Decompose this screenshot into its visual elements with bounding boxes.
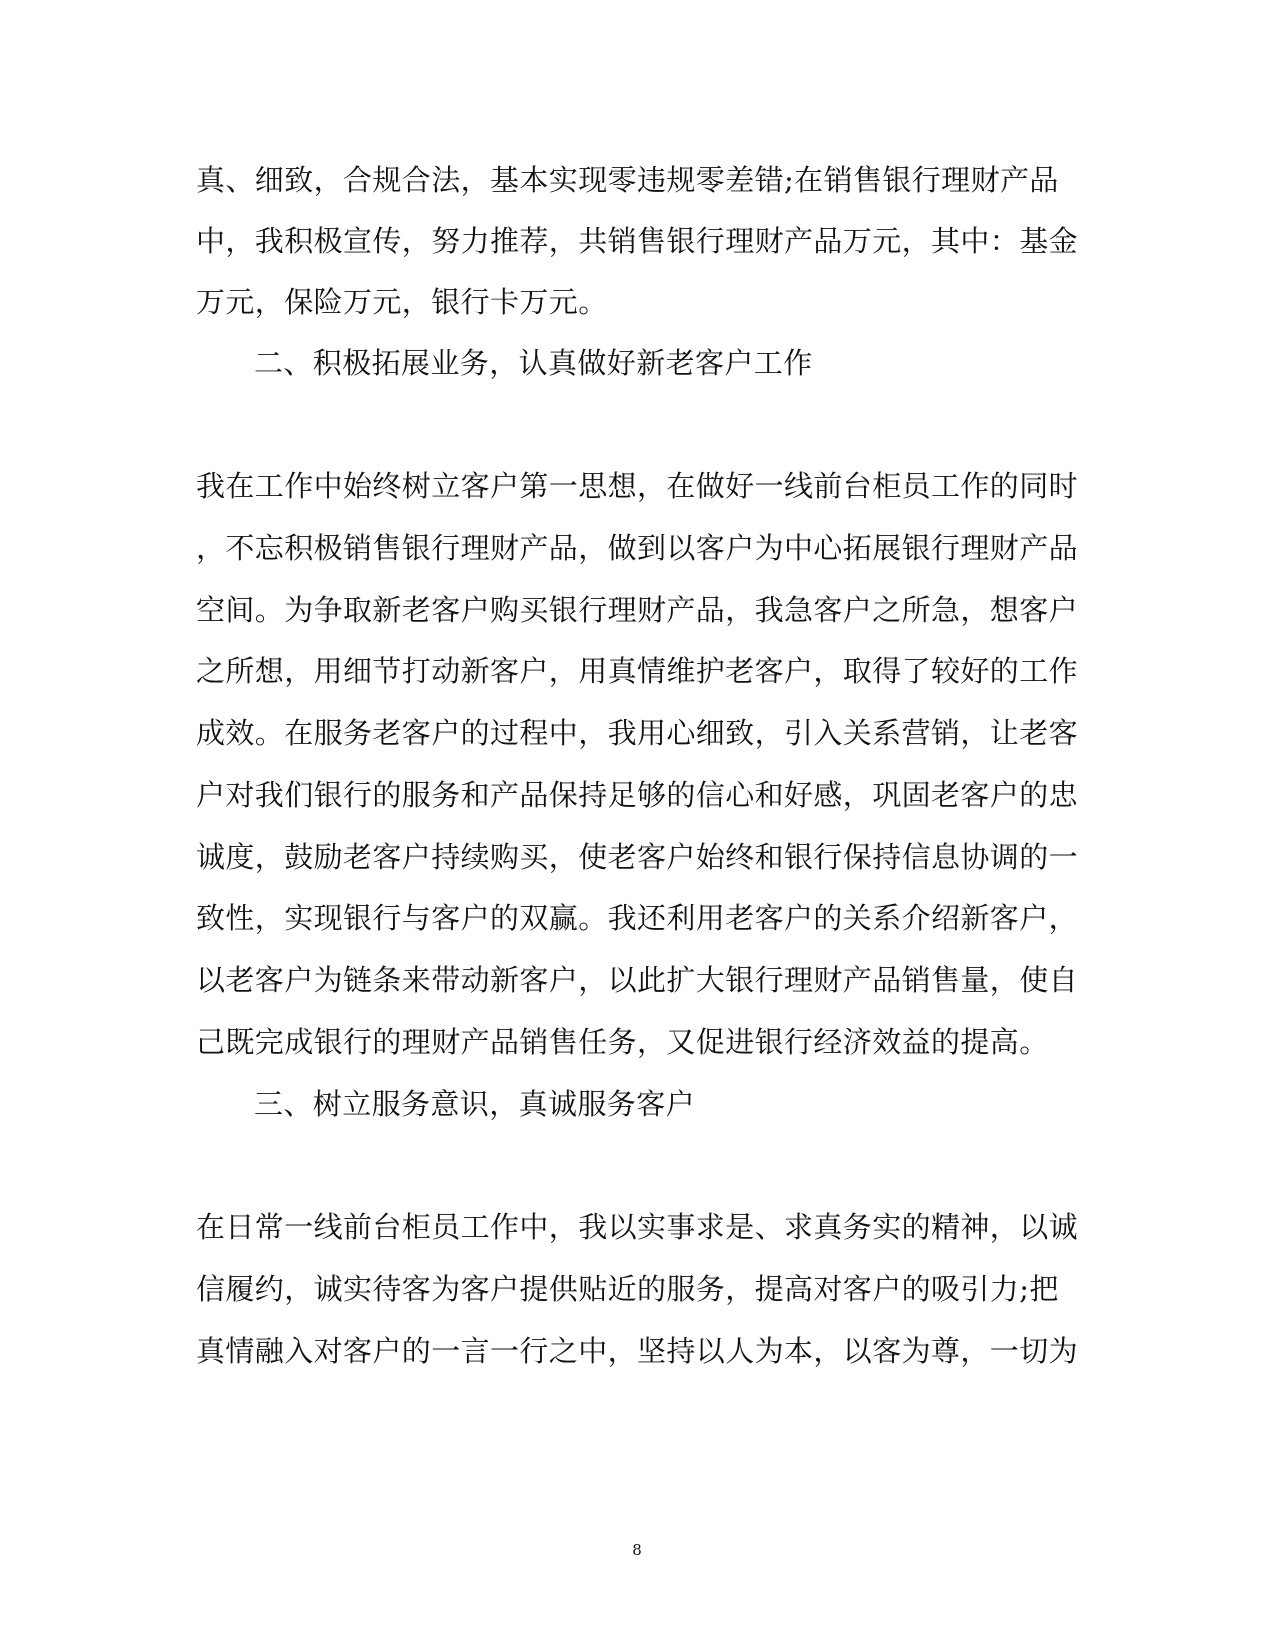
paragraph-line: 致性，实现银行与客户的双赢。我还利用老客户的关系介绍新客户， xyxy=(196,901,1079,935)
paragraph-line: 中，我积极宣传，努力推荐，共销售银行理财产品万元，其中：基金 xyxy=(196,224,1079,258)
section-heading-3: 三、树立服务意识，真诚服务客户 xyxy=(254,1087,696,1121)
paragraph-line: 在日常一线前台柜员工作中，我以实事求是、求真务实的精神，以诚 xyxy=(196,1210,1079,1244)
paragraph-line: 信履约，诚实待客为客户提供贴近的服务，提高对客户的吸引力;把 xyxy=(196,1272,1059,1306)
paragraph-line: 之所想，用细节打动新客户，用真情维护老客户，取得了较好的工作 xyxy=(196,654,1079,688)
paragraph-line: ，不忘积极销售银行理财产品，做到以客户为中心拓展银行理财产品 xyxy=(196,531,1079,565)
paragraph-line: 真情融入对客户的一言一行之中，坚持以人为本，以客为尊，一切为 xyxy=(196,1334,1079,1368)
page-number: 8 xyxy=(632,1541,642,1559)
section-heading-2: 二、积极拓展业务，认真做好新老客户工作 xyxy=(254,346,813,380)
paragraph-line: 万元，保险万元，银行卡万元。 xyxy=(196,285,608,319)
paragraph-line: 以老客户为链条来带动新客户，以此扩大银行理财产品销售量，使自 xyxy=(196,963,1079,997)
paragraph-line: 成效。在服务老客户的过程中，我用心细致，引入关系营销，让老客 xyxy=(196,716,1079,750)
paragraph-line: 空间。为争取新老客户购买银行理财产品，我急客户之所急，想客户 xyxy=(196,593,1079,627)
paragraph-line: 我在工作中始终树立客户第一思想，在做好一线前台柜员工作的同时 xyxy=(196,469,1079,503)
paragraph-line: 诚度，鼓励老客户持续购买，使老客户始终和银行保持信息协调的一 xyxy=(196,840,1079,874)
paragraph-line: 己既完成银行的理财产品销售任务，又促进银行经济效益的提高。 xyxy=(196,1025,1049,1059)
paragraph-line: 真、细致，合规合法，基本实现零违规零差错;在销售银行理财产品 xyxy=(196,163,1059,197)
paragraph-line: 户对我们银行的服务和产品保持足够的信心和好感，巩固老客户的忠 xyxy=(196,778,1079,812)
